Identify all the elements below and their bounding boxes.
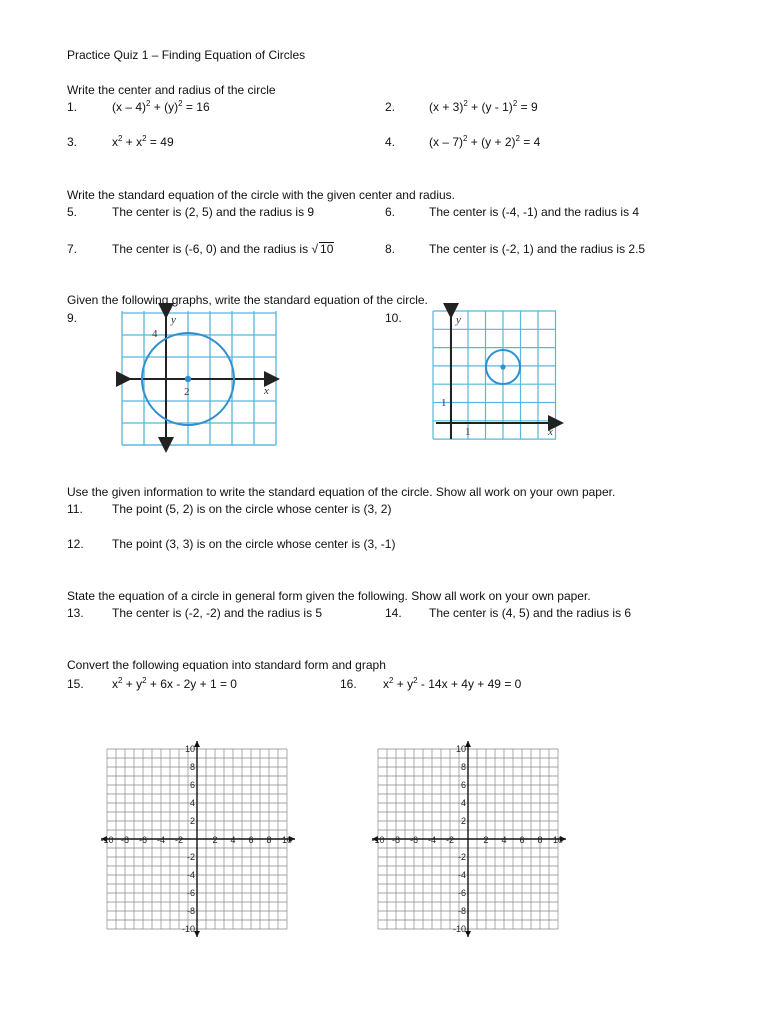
blank-grid-15-x-tick-label: -6 — [138, 835, 148, 845]
graph-10-tick-y: 1 — [441, 397, 447, 409]
graph-9-tick-y: 4 — [152, 328, 158, 340]
problem-1-number: 1. — [67, 100, 78, 114]
blank-grid-16-x-tick-label: 6 — [519, 835, 525, 845]
section-2-instructions: Write the standard equation of the circle with the given center and radius. — [67, 188, 456, 202]
problem-13-number: 13. — [67, 606, 84, 620]
blank-grid-15-x-tick-label: -10 — [100, 835, 114, 845]
blank-grid-16-x-tick-label: 10 — [552, 835, 564, 845]
problem-2-equation: $(x + 3)^2 + (y - 1)^2 = 9$ — [429, 99, 538, 114]
graph-10 — [430, 309, 560, 441]
blank-grid-16-x-tick-label: 4 — [501, 835, 507, 845]
blank-grid-16-y-tick-label: -2 — [457, 852, 466, 862]
problem-5-text: The center is (2, 5) and the radius is 9 — [112, 205, 315, 219]
problem-10-number: 10. — [385, 311, 402, 325]
problem-15-equation: $x^2 + y^2 + 6x - 2y + 1 = 0$ — [112, 676, 237, 691]
blank-grid-15-x-tick-label: -8 — [120, 835, 130, 845]
blank-grid-15-x-tick-label: 6 — [248, 835, 254, 845]
blank-grid-15-y-tick-label: -10 — [181, 924, 195, 934]
problem-11-text: The point (5, 2) is on the circle whose center is (3, 2) — [112, 502, 392, 516]
graph-10-y-label: y — [456, 314, 461, 326]
problem-9-number: 9. — [67, 311, 78, 325]
section-4-instructions: Use the given information to write the standard equation of the circle. Show all work on your own paper. — [67, 485, 616, 499]
problem-6-text: The center is (-4, -1) and the radius is 4 — [429, 205, 640, 219]
blank-grid-16-y-tick-label: 8 — [460, 762, 466, 772]
blank-grid-15-y-tick-label: 4 — [189, 798, 195, 808]
problem-4-number: 4. — [385, 135, 396, 149]
blank-grid-16-y-tick-label: 4 — [460, 798, 466, 808]
graph-10-center-dot — [500, 364, 505, 369]
blank-grid-16-x-tick-label: 2 — [483, 835, 489, 845]
problem-7-number: 7. — [67, 242, 78, 256]
blank-grid-15-x-tick-label: 10 — [281, 835, 293, 845]
blank-grid-15-y-tick-label: -6 — [186, 888, 195, 898]
problem-8-number: 8. — [385, 242, 396, 256]
problem-1-equation: $(x - 4)^2 + (y)^2 = 16$ — [112, 99, 210, 114]
problem-12-text: The point (3, 3) is on the circle whose center is (3, -1) — [112, 537, 396, 551]
blank-grid-16-x-tick-label: -8 — [391, 835, 401, 845]
section-5-instructions: State the equation of a circle in general form given the following. Show all work on your own paper. — [67, 589, 591, 603]
blank-grid-15-y-tick-label: 10 — [184, 744, 195, 754]
problem-8-text: The center is (-2, 1) and the radius is 2.5 — [429, 242, 646, 256]
section-1-instructions: Write the center and radius of the circle — [67, 83, 276, 97]
blank-grid-16-y-tick-label: 2 — [460, 816, 466, 826]
problem-4-equation: $(x - 7)^2 + (y + 2)^2 = 4$ — [429, 134, 541, 149]
blank-grid-16-y-tick-label: -4 — [457, 870, 466, 880]
blank-grid-16-x-tick-label: -10 — [371, 835, 385, 845]
graph-10-tick-x: 1 — [465, 426, 471, 438]
blank-grid-16-x-tick-label: -2 — [445, 835, 455, 845]
blank-grid-16-y-tick-label: 10 — [455, 744, 466, 754]
blank-grid-16-x-tick-label: -4 — [427, 835, 437, 845]
page-title: Practice Quiz 1 – Finding Equation of Circles — [67, 48, 306, 62]
blank-grid-15-y-tick-label: -2 — [186, 852, 195, 862]
problem-5-number: 5. — [67, 205, 78, 219]
graph-10-x-label: x — [548, 426, 553, 438]
blank-grid-15-x-tick-label: 8 — [266, 835, 272, 845]
sqrt-symbol: √ — [311, 242, 319, 256]
blank-grid-16-y-tick-label: -10 — [452, 924, 466, 934]
graph-9-y-label: y — [171, 314, 176, 326]
blank-grid-15-x-tick-label: 2 — [212, 835, 218, 845]
problem-14-text: The center is (4, 5) and the radius is 6 — [429, 606, 632, 620]
graph-9-tick-x: 2 — [184, 386, 190, 398]
problem-2-number: 2. — [385, 100, 396, 114]
problem-12-number: 12. — [67, 537, 84, 551]
blank-grid-16-y-tick-label: -8 — [457, 906, 466, 916]
graph-9-center-dot — [185, 376, 191, 382]
problem-7-text: The center is (-6, 0) and the radius is √ 10 — [112, 242, 334, 256]
graph-9 — [118, 307, 278, 449]
blank-grid-16-x-tick-label: 8 — [537, 835, 543, 845]
blank-grid-15-y-tick-label: 2 — [189, 816, 195, 826]
blank-grid-15-x-tick-label: -4 — [156, 835, 166, 845]
problem-16-equation: $x^2 + y^2 - 14x + 4y + 49 = 0$ — [383, 676, 522, 691]
problem-11-number: 11. — [67, 502, 83, 516]
blank-grid-16-y-tick-label: 6 — [460, 780, 466, 790]
problem-16-number: 16. — [340, 677, 357, 691]
blank-grid-15-y-tick-label: 8 — [189, 762, 195, 772]
blank-grid-16-x-tick-label: -6 — [409, 835, 419, 845]
problem-3-equation: $x^2 + x^2 = 49$ — [112, 134, 174, 149]
problem-6-number: 6. — [385, 205, 396, 219]
problem-14-number: 14. — [385, 606, 402, 620]
blank-grid-15-y-tick-label: -8 — [186, 906, 195, 916]
blank-grid-15-y-tick-label: 6 — [189, 780, 195, 790]
problem-13-text: The center is (-2, -2) and the radius is 5 — [112, 606, 323, 620]
blank-grid-16[interactable] — [368, 737, 568, 951]
problem-3-number: 3. — [67, 135, 78, 149]
blank-grid-15-x-tick-label: -2 — [174, 835, 184, 845]
blank-grid-15[interactable] — [97, 737, 297, 951]
problem-15-number: 15. — [67, 677, 84, 691]
blank-grid-16-y-tick-label: -6 — [457, 888, 466, 898]
blank-grid-15-y-tick-label: -4 — [186, 870, 195, 880]
graph-9-x-label: x — [264, 385, 269, 397]
radicand: 10 — [320, 242, 334, 256]
blank-grid-15-x-tick-label: 4 — [230, 835, 236, 845]
section-6-instructions: Convert the following equation into standard form and graph — [67, 658, 386, 672]
section-3-instructions: Given the following graphs, write the standard equation of the circle. — [67, 293, 428, 307]
